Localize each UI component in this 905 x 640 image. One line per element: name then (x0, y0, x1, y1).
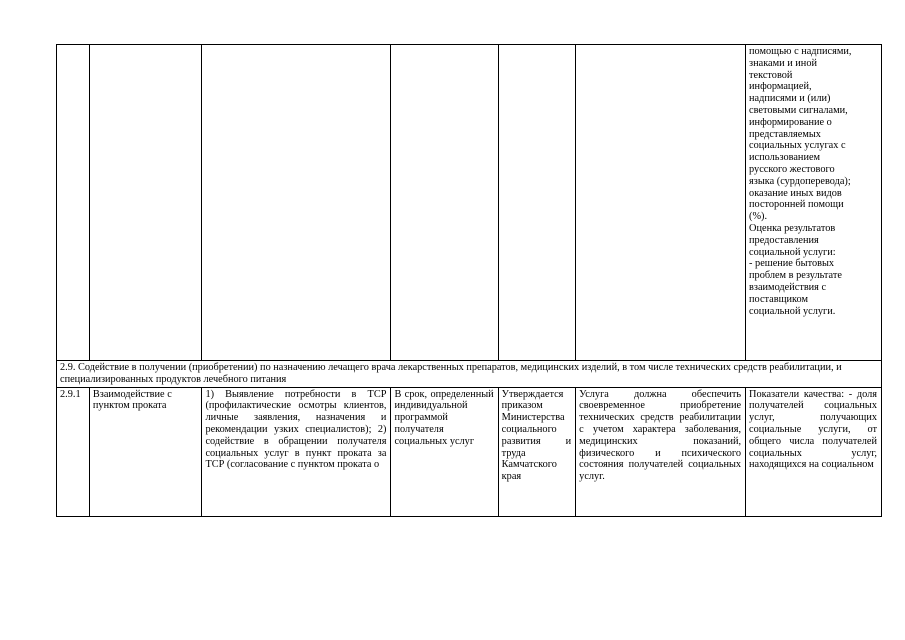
quality-line: надписями и (или) (749, 93, 831, 105)
quality-line: взаимодействия с (749, 281, 827, 293)
cont-cell-tariff (498, 45, 576, 361)
quality-line: информацией, (749, 81, 812, 93)
quality-line: социальной услуги. (749, 305, 836, 317)
service-tariff: Утверждается приказом Министерства социального развития и труда Камчатского края (498, 387, 576, 516)
quality-line: помощью с надписями, (749, 46, 852, 57)
quality-line: информирование о (749, 116, 832, 128)
quality-line: проблем в результате (749, 270, 842, 282)
quality-line: Оценка результатов (749, 222, 836, 234)
quality-line: предоставления (749, 234, 819, 246)
cont-cell-description (202, 45, 391, 361)
quality-line: текстовой (749, 69, 793, 81)
quality-line: оказание иных видов (749, 187, 842, 199)
quality-line: использованием (749, 152, 821, 164)
quality-line: - решение бытовых (749, 258, 835, 270)
cont-cell-name (89, 45, 202, 361)
quality-line: посторонней помощи (749, 199, 844, 211)
cont-cell-quality (746, 45, 882, 361)
quality-line: (%). (749, 211, 768, 223)
service-number: 2.9.1 (57, 387, 90, 516)
service-name: Взаимодействие с пунктом проката (89, 387, 202, 516)
quality-line: социальной услуги: (749, 246, 836, 258)
quality-line: поставщиком (749, 293, 808, 305)
quality-line: световыми сигналами, (749, 104, 848, 116)
service-quality: Показатели качества: - доля получателей социальных услуг, получающих социальные услуги, от общего числа получателей социальных услуг, находящихся на социальном (746, 387, 882, 516)
service-row (57, 387, 882, 516)
cont-cell-number (57, 45, 90, 361)
quality-line: социальных услугах с (749, 140, 846, 152)
service-conditions: Услуга должна обеспечить своевременное приобретение технических средств реабилитации с учетом характера заболевания, медицинских показаний, физического и психического состояния получателей социальных услуг. (576, 387, 746, 516)
quality-line: знаками и иной (749, 57, 817, 69)
continuation-row (57, 45, 882, 361)
section-title: 2.9. Содействие в получении (приобретении) по назначению лечащего врача лекарственных препаратов, медицинских изделий, в том числе технических средств реабилитации, и специализированных продуктов лечебного питания (57, 361, 882, 388)
cont-cell-term (391, 45, 498, 361)
quality-line: представляемых (749, 128, 821, 140)
quality-line: русского жестового (749, 163, 835, 175)
quality-line: языка (сурдоперевода); (749, 175, 851, 187)
service-description: 1) Выявление потребности в ТСР (профилактические осмотры клиентов, личные заявления, назначения и рекомендации узких специалистов); 2) содействие в обращении получателя социальных услуг в пункт проката за ТСР (согласование с пунктом проката о (202, 387, 391, 516)
cont-cell-conditions (576, 45, 746, 361)
services-table (56, 44, 882, 517)
service-term: В срок, определенный индивидуальной программой получателя социальных услуг (391, 387, 498, 516)
section-row (57, 361, 882, 388)
